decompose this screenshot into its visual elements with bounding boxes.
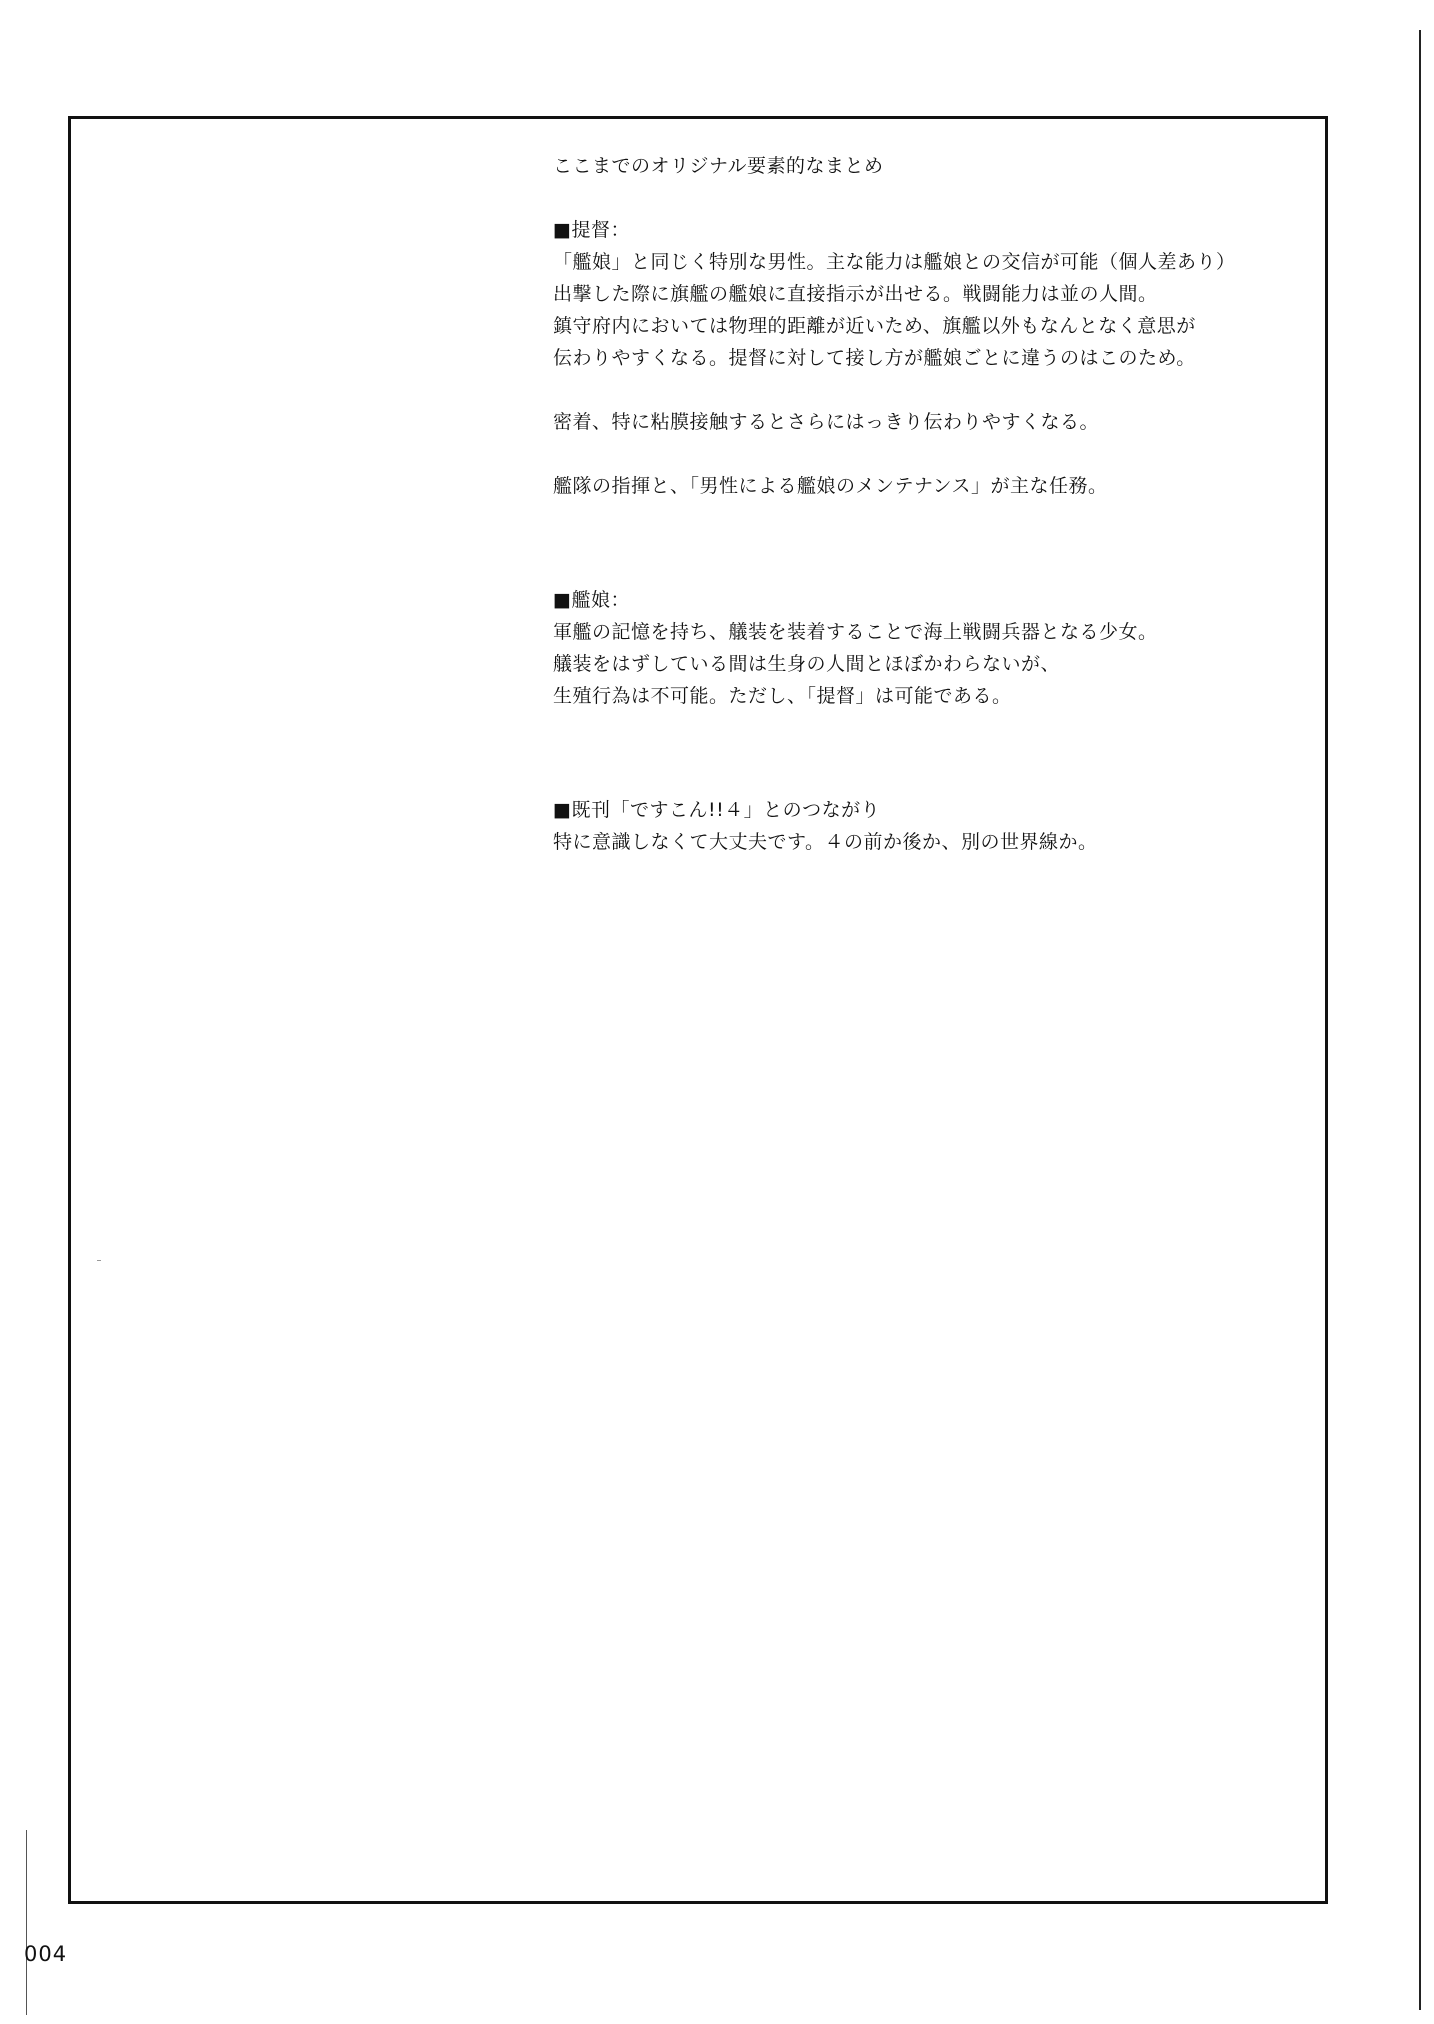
- text-line: 伝わりやすくなる。提督に対して接し方が艦娘ごとに違うのはこのため。: [553, 347, 1196, 369]
- heading: ここまでのオリジナル要素的なまとめ: [553, 155, 884, 177]
- page-number: 004: [24, 1942, 68, 1966]
- text-line: 「艦娘」と同じく特別な男性。主な能力は艦娘との交信が可能（個人差あり）: [553, 251, 1236, 273]
- text-line: 密着、特に粘膜接触するとさらにはっきり伝わりやすくなる。: [553, 411, 1100, 433]
- text-line: 鎮守府内においては物理的距離が近いため、旗艦以外もなんとなく意思が: [553, 315, 1196, 337]
- section-kikan: [553, 794, 1313, 858]
- text-line: 特に意識しなくて大丈夫です。４の前か後か、別の世界線か。: [553, 831, 1098, 853]
- section-teitoku: [553, 214, 1313, 502]
- text-line: 軍艦の記憶を持ち、艤装を装着することで海上戦闘兵器となる少女。: [553, 621, 1158, 643]
- text-block: [553, 150, 1313, 858]
- section-title: ■艦娘：: [553, 589, 630, 611]
- text-line: 艤装をはずしている間は生身の人間とほぼかわらないが、: [553, 653, 1061, 675]
- text-line: 生殖行為は不可能。ただし、「提督」は可能である。: [553, 685, 1012, 707]
- section-title: ■提督：: [553, 219, 630, 241]
- page-edge-left: [26, 1830, 27, 2015]
- section-title: ■既刊「ですこん!!４」とのつながり: [553, 799, 881, 821]
- text-line: 出撃した際に旗艦の艦娘に直接指示が出せる。戦闘能力は並の人間。: [553, 283, 1158, 305]
- page-edge-right: [1419, 30, 1421, 2010]
- text-line: 艦隊の指揮と、「男性による艦娘のメンテナンス」が主な任務。: [553, 475, 1108, 497]
- section-kanmusu: [553, 584, 1313, 712]
